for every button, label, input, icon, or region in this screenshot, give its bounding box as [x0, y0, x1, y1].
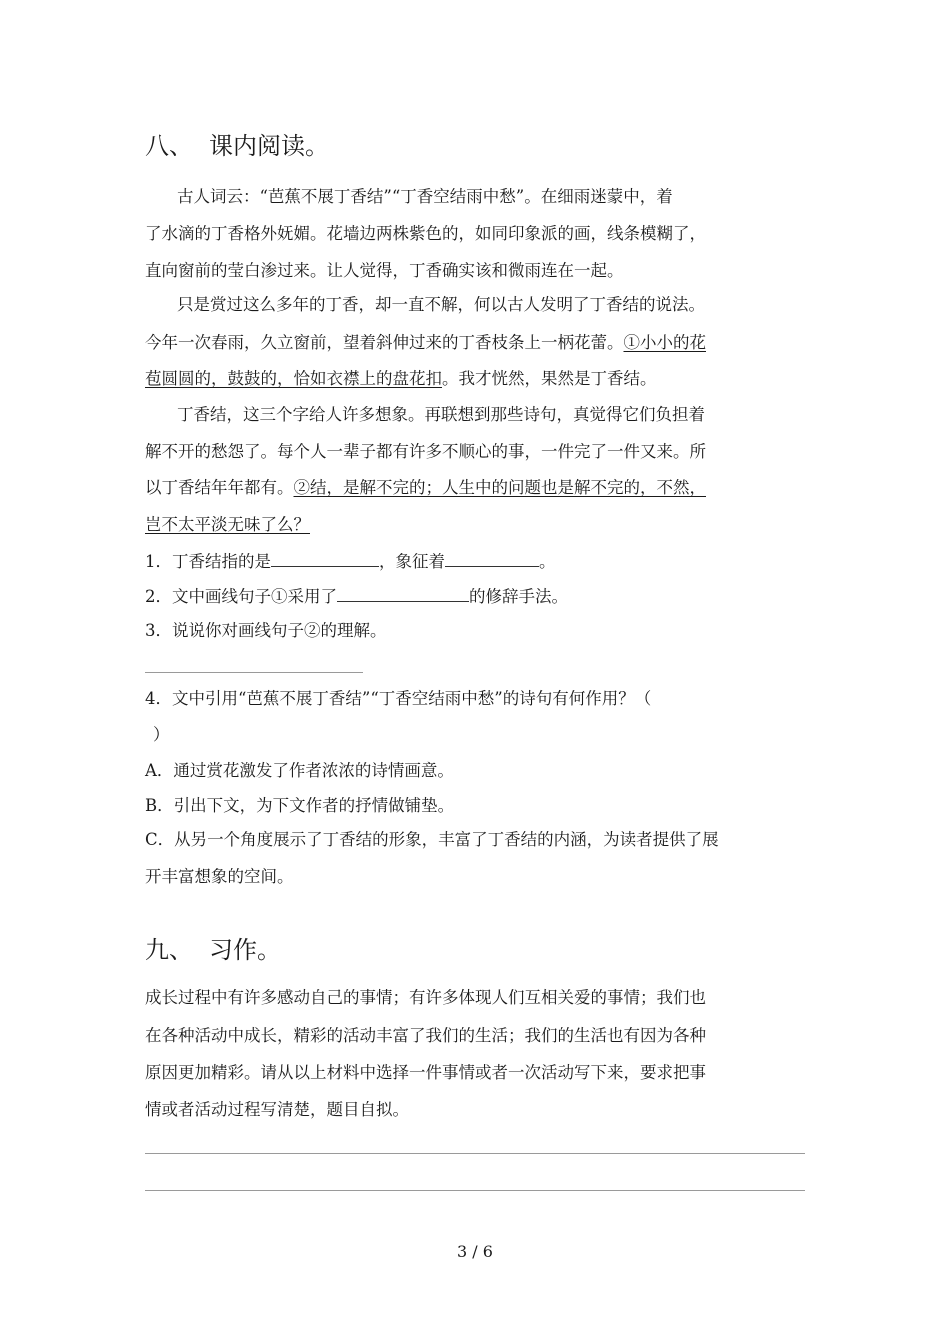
question-1-text: ，象征着	[379, 552, 445, 571]
writing-answer-line-1[interactable]	[145, 1153, 805, 1154]
passage-line-8: 解不开的愁怨了。每个人一辈子都有许多不顺心的事，一件完了一件又来。所	[145, 442, 706, 461]
passage-line-9	[145, 477, 706, 499]
section-9-number: 九、	[145, 936, 193, 964]
section-8-title: 课内阅读。	[209, 132, 329, 160]
question-1-blank-2[interactable]	[445, 550, 539, 567]
passage-line-1: 古人词云：“芭蕉不展丁香结”“丁香空结雨中愁”。在细雨迷蒙中，着	[177, 187, 673, 206]
passage-line-2: 了水滴的丁香格外妩媚。花墙边两株紫色的，如同印象派的画，线条模糊了，	[145, 224, 706, 243]
passage-line-6	[145, 368, 657, 390]
question-2-text: 2．文中画线句子①采用了	[145, 587, 337, 606]
underlined-sentence-1-start: ①小小的花	[623, 333, 706, 352]
section-8-number: 八、	[145, 132, 193, 160]
writing-prompt-line-1: 成长过程中有许多感动自己的事情；有许多体现人们互相关爱的事情；我们也	[145, 988, 706, 1007]
question-4-line-2: ）	[153, 725, 170, 744]
question-3-answer-line[interactable]	[145, 672, 363, 673]
passage-text: 以丁香结年年都有。	[145, 478, 294, 497]
passage-line-4: 只是赏过这么多年的丁香，却一直不解，何以古人发明了丁香结的说法。	[177, 295, 705, 314]
passage-line-3: 直向窗前的莹白渗过来。让人觉得，丁香确实该和微雨连在一起。	[145, 261, 624, 280]
writing-prompt-line-2: 在各种活动中成长，精彩的活动丰富了我们的生活；我们的生活也有因为各种	[145, 1026, 706, 1045]
passage-line-10	[145, 514, 310, 536]
writing-prompt-line-3: 原因更加精彩。请从以上材料中选择一件事情或者一次活动写下来，要求把事	[145, 1063, 706, 1082]
option-c-line-1[interactable]: C．从另一个角度展示了丁香结的形象，丰富了丁香结的内涵，为读者提供了展	[145, 830, 719, 849]
section-9-title: 习作。	[209, 936, 281, 964]
question-1	[145, 550, 556, 573]
section-9-heading	[145, 935, 281, 965]
question-2	[145, 585, 568, 608]
writing-prompt-line-4: 情或者活动过程写清楚，题目自拟。	[145, 1100, 409, 1119]
question-2-text: 的修辞手法。	[469, 587, 568, 606]
question-1-text: 1．丁香结指的是	[145, 552, 271, 571]
page-indicator: 3 / 6	[457, 1242, 493, 1261]
passage-line-5	[145, 332, 706, 354]
section-8-heading	[145, 131, 329, 161]
question-1-text: 。	[539, 552, 556, 571]
question-4-line-1: 4．文中引用“芭蕉不展丁香结”“丁香空结雨中愁”的诗句有何作用？（	[145, 689, 652, 708]
writing-answer-line-2[interactable]	[145, 1190, 805, 1191]
passage-text: 今年一次春雨，久立窗前，望着斜伸过来的丁香枝条上一柄花蕾。	[145, 333, 624, 352]
option-a[interactable]: A．通过赏花激发了作者浓浓的诗情画意。	[145, 761, 454, 780]
underlined-sentence-2-start: ②结，是解不完的；人生中的问题也是解不完的，不然，	[293, 478, 706, 497]
option-c-line-2: 开丰富想象的空间。	[145, 867, 294, 886]
underlined-sentence-1-end: 苞圆圆的，鼓鼓的，恰如衣襟上的盘花扣	[145, 369, 442, 388]
passage-line-7: 丁香结，这三个字给人许多想象。再联想到那些诗句，真觉得它们负担着	[177, 405, 705, 424]
question-1-blank-1[interactable]	[271, 550, 379, 567]
underlined-sentence-2-end: 岂不太平淡无味了么？	[145, 515, 310, 534]
passage-text: 。我才恍然，果然是丁香结。	[442, 369, 657, 388]
question-2-blank[interactable]	[337, 585, 469, 602]
option-b[interactable]: B．引出下文，为下文作者的抒情做铺垫。	[145, 796, 455, 815]
question-3: 3．说说你对画线句子②的理解。	[145, 621, 387, 640]
